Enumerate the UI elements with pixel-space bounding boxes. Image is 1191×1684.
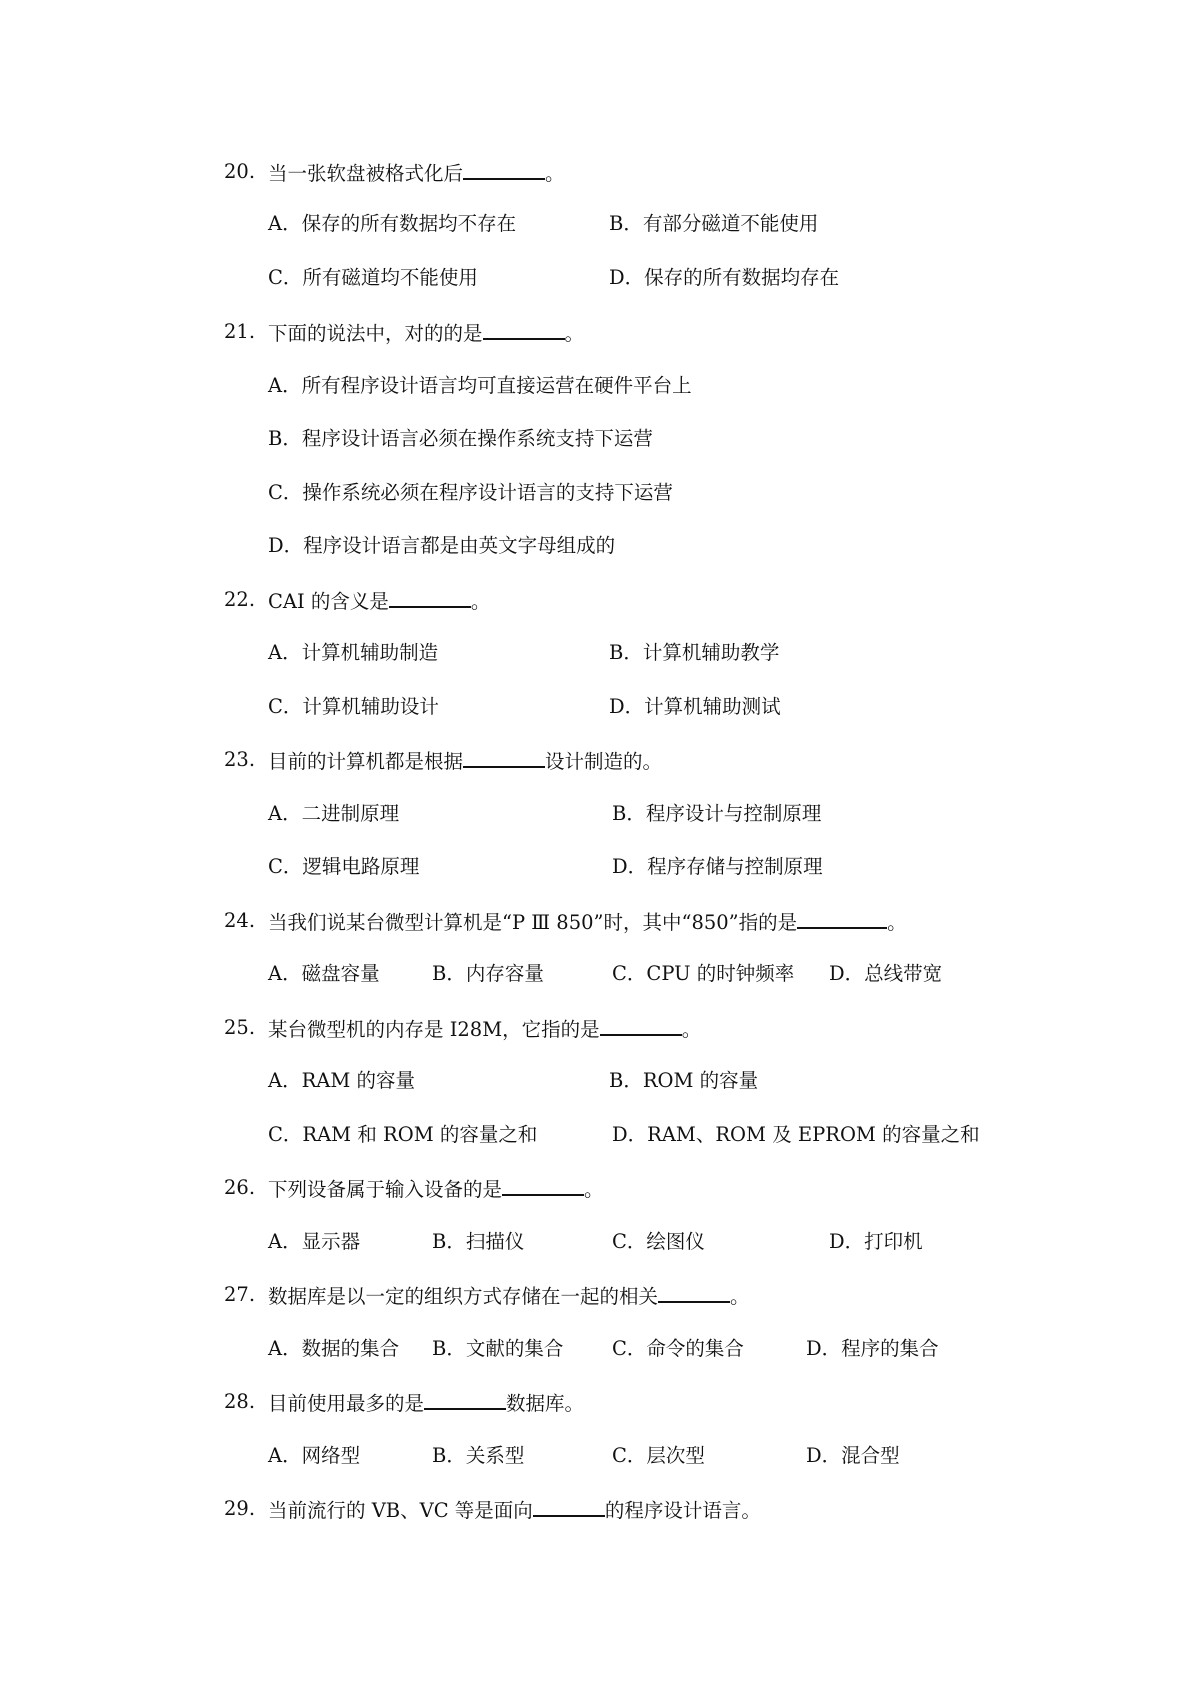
answer-blank (463, 748, 545, 768)
answer-blank (658, 1283, 730, 1303)
question-number: 25. (224, 1016, 256, 1039)
option-26-d: D．打印机 (829, 1230, 923, 1253)
option-26-c: C．绘图仪 (612, 1230, 705, 1253)
option-23-a: A．二进制原理 (268, 802, 400, 825)
question-number: 24. (224, 909, 256, 932)
option-21-b: B．程序设计语言必须在操作系统支持下运营 (268, 427, 653, 450)
answer-blank (389, 588, 471, 608)
question-number: 26. (224, 1176, 256, 1199)
option-24-c: C．CPU 的时钟频率 (612, 962, 795, 985)
question-text: 下列设备属于输入设备的是 。 (268, 1178, 604, 1201)
question-number: 23. (224, 748, 256, 771)
option-28-c: C．层次型 (612, 1444, 705, 1467)
option-24-a: A．磁盘容量 (268, 962, 380, 985)
option-26-b: B．扫描仪 (432, 1230, 525, 1253)
option-28-b: B．关系型 (432, 1444, 525, 1467)
option-20-c: C．所有磁道均不能使用 (268, 266, 478, 289)
option-25-c: C．RAM 和 ROM 的容量之和 (268, 1123, 538, 1146)
option-23-d: D．程序存储与控制原理 (612, 855, 823, 878)
option-20-d: D．保存的所有数据均存在 (609, 266, 840, 289)
option-22-b: B．计算机辅助教学 (609, 641, 780, 664)
option-20-a: A．保存的所有数据均不存在 (268, 212, 517, 235)
question-text: 当前流行的 VB、VC 等是面向 的程序设计语言。 (268, 1499, 761, 1522)
answer-blank (483, 320, 565, 340)
question-number: 27. (224, 1283, 256, 1306)
question-number: 22. (224, 588, 256, 611)
answer-blank (424, 1390, 506, 1410)
option-27-b: B．文献的集合 (432, 1337, 564, 1360)
option-22-a: A．计算机辅助制造 (268, 641, 439, 664)
option-25-d: D．RAM、ROM 及 EPROM 的容量之和 (612, 1123, 980, 1146)
option-21-a: A．所有程序设计语言均可直接运营在硬件平台上 (268, 374, 692, 397)
option-24-b: B．内存容量 (432, 962, 544, 985)
question-text: 数据库是以一定的组织方式存储在一起的相关 。 (268, 1285, 750, 1308)
question-number: 28. (224, 1390, 256, 1413)
option-26-a: A．显示器 (268, 1230, 361, 1253)
question-number: 20. (224, 160, 256, 183)
question-text: 下面的说法中，对的的是 。 (268, 322, 585, 345)
option-27-a: A．数据的集合 (268, 1337, 400, 1360)
option-28-d: D．混合型 (806, 1444, 900, 1467)
question-text: 当我们说某台微型计算机是“P Ⅲ 850”时，其中“850”指的是 。 (268, 911, 907, 934)
option-21-d: D．程序设计语言都是由英文字母组成的 (268, 534, 616, 557)
option-22-d: D．计算机辅助测试 (609, 695, 781, 718)
option-28-a: A．网络型 (268, 1444, 361, 1467)
answer-blank (502, 1176, 584, 1196)
answer-blank (797, 909, 887, 929)
question-text: CAI 的含义是 。 (268, 590, 491, 613)
option-20-b: B．有部分磁道不能使用 (609, 212, 819, 235)
option-22-c: C．计算机辅助设计 (268, 695, 439, 718)
question-number: 21. (224, 320, 256, 343)
option-27-c: C．命令的集合 (612, 1337, 744, 1360)
option-23-b: B．程序设计与控制原理 (612, 802, 822, 825)
option-21-c: C．操作系统必须在程序设计语言的支持下运营 (268, 481, 673, 504)
question-text: 某台微型机的内存是 I28M，它指的是 。 (268, 1018, 702, 1041)
answer-blank (600, 1016, 682, 1036)
option-23-c: C．逻辑电路原理 (268, 855, 420, 878)
question-text: 目前的计算机都是根据 设计制造的。 (268, 750, 663, 773)
option-24-d: D．总线带宽 (829, 962, 943, 985)
question-text: 目前使用最多的是 数据库。 (268, 1392, 585, 1415)
answer-blank (463, 160, 545, 180)
question-text: 当一张软盘被格式化后 。 (268, 162, 565, 185)
option-27-d: D．程序的集合 (806, 1337, 939, 1360)
option-25-a: A．RAM 的容量 (268, 1069, 416, 1092)
answer-blank (533, 1497, 605, 1517)
option-25-b: B．ROM 的容量 (609, 1069, 759, 1092)
question-number: 29. (224, 1497, 256, 1520)
